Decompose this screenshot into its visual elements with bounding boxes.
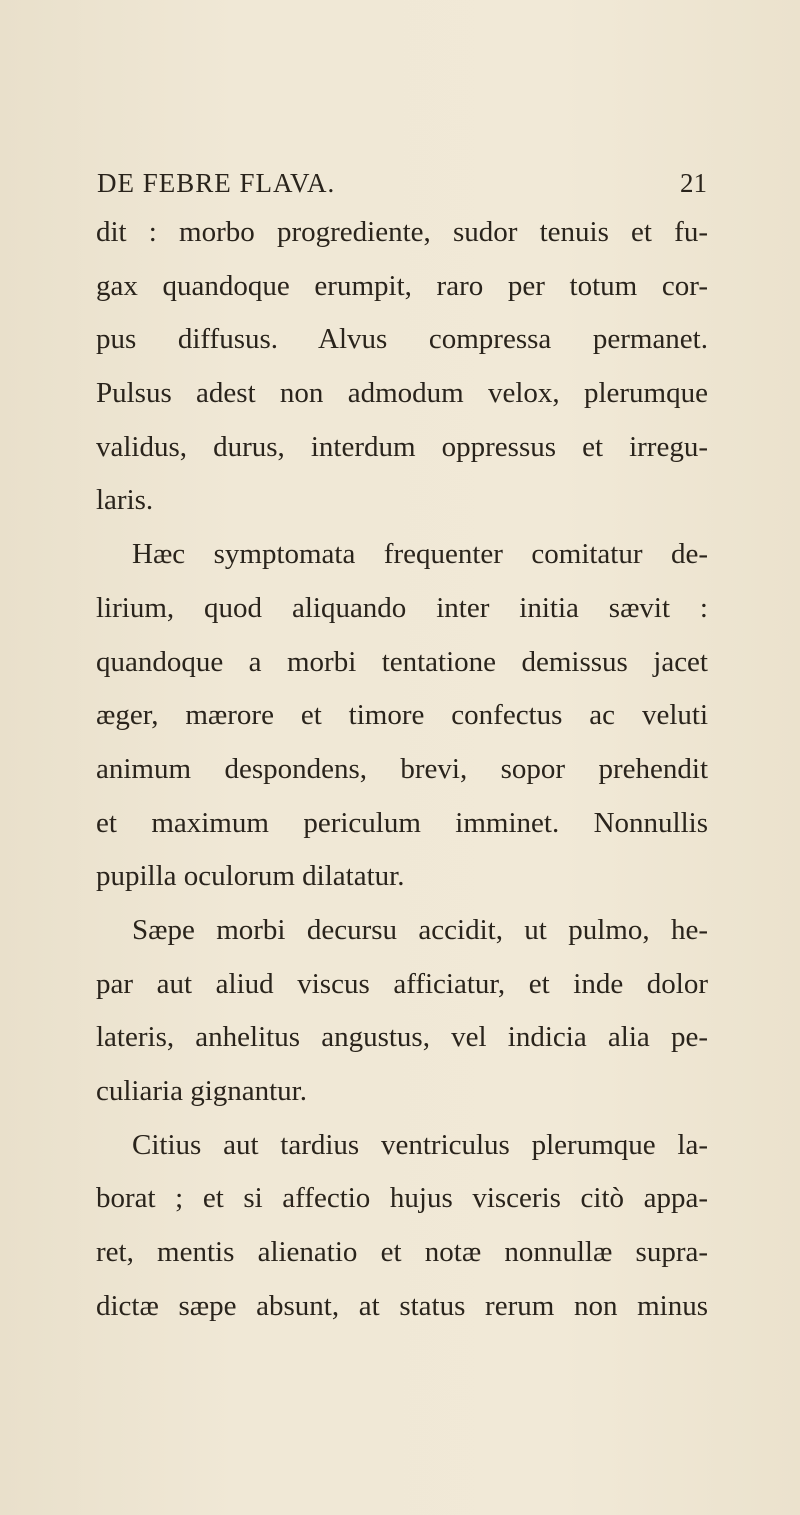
text-line: Hæc symptomata frequenter comitatur de- [132,538,708,571]
text-line: pupilla oculorum dilatatur. [96,860,405,893]
text-line: et maximum periculum imminet. Nonnullis [96,806,708,839]
body-text [96,206,708,1333]
text-line: pus diffusus. Alvus compressa permanet. [96,323,708,356]
text-line: Sæpe morbi decursu accidit, ut pulmo, he- [132,913,708,946]
page-header [97,168,707,208]
text-line: gax quandoque erumpit, raro per totum cor- [96,269,708,302]
text-line: culiaria gignantur. [96,1075,307,1107]
text-line: dit : morbo progrediente, sudor tenuis et fu- [96,216,708,248]
text-line: lateris, anhelitus angustus, vel indicia alia pe- [96,1021,708,1054]
text-line: ret, mentis alienatio et notæ nonnullæ supra- [96,1236,708,1269]
text-line: Citius aut tardius ventriculus plerumque la- [132,1128,708,1161]
text-line: æger, mærore et timore confectus ac veluti [96,699,708,732]
page-number: 21 [680,168,707,198]
text-line: animum despondens, brevi, sopor prehendit [96,752,708,785]
text-line: par aut aliud viscus afficiatur, et inde dolor [96,967,708,1000]
text-line: quandoque a morbi tentatione demissus jacet [96,645,708,678]
text-line: laris. [96,484,154,517]
text-line: borat ; et si affectio hujus visceris citò appa- [96,1182,708,1215]
running-head: DE FEBRE FLAVA. [97,168,336,198]
text-line: validus, durus, interdum oppressus et irregu- [96,430,708,463]
text-line: Pulsus adest non admodum velox, plerumque [96,377,708,410]
text-line: lirium, quod aliquando inter initia sævit : [96,591,708,624]
text-line: dictæ sæpe absunt, at status rerum non minus [96,1289,708,1322]
